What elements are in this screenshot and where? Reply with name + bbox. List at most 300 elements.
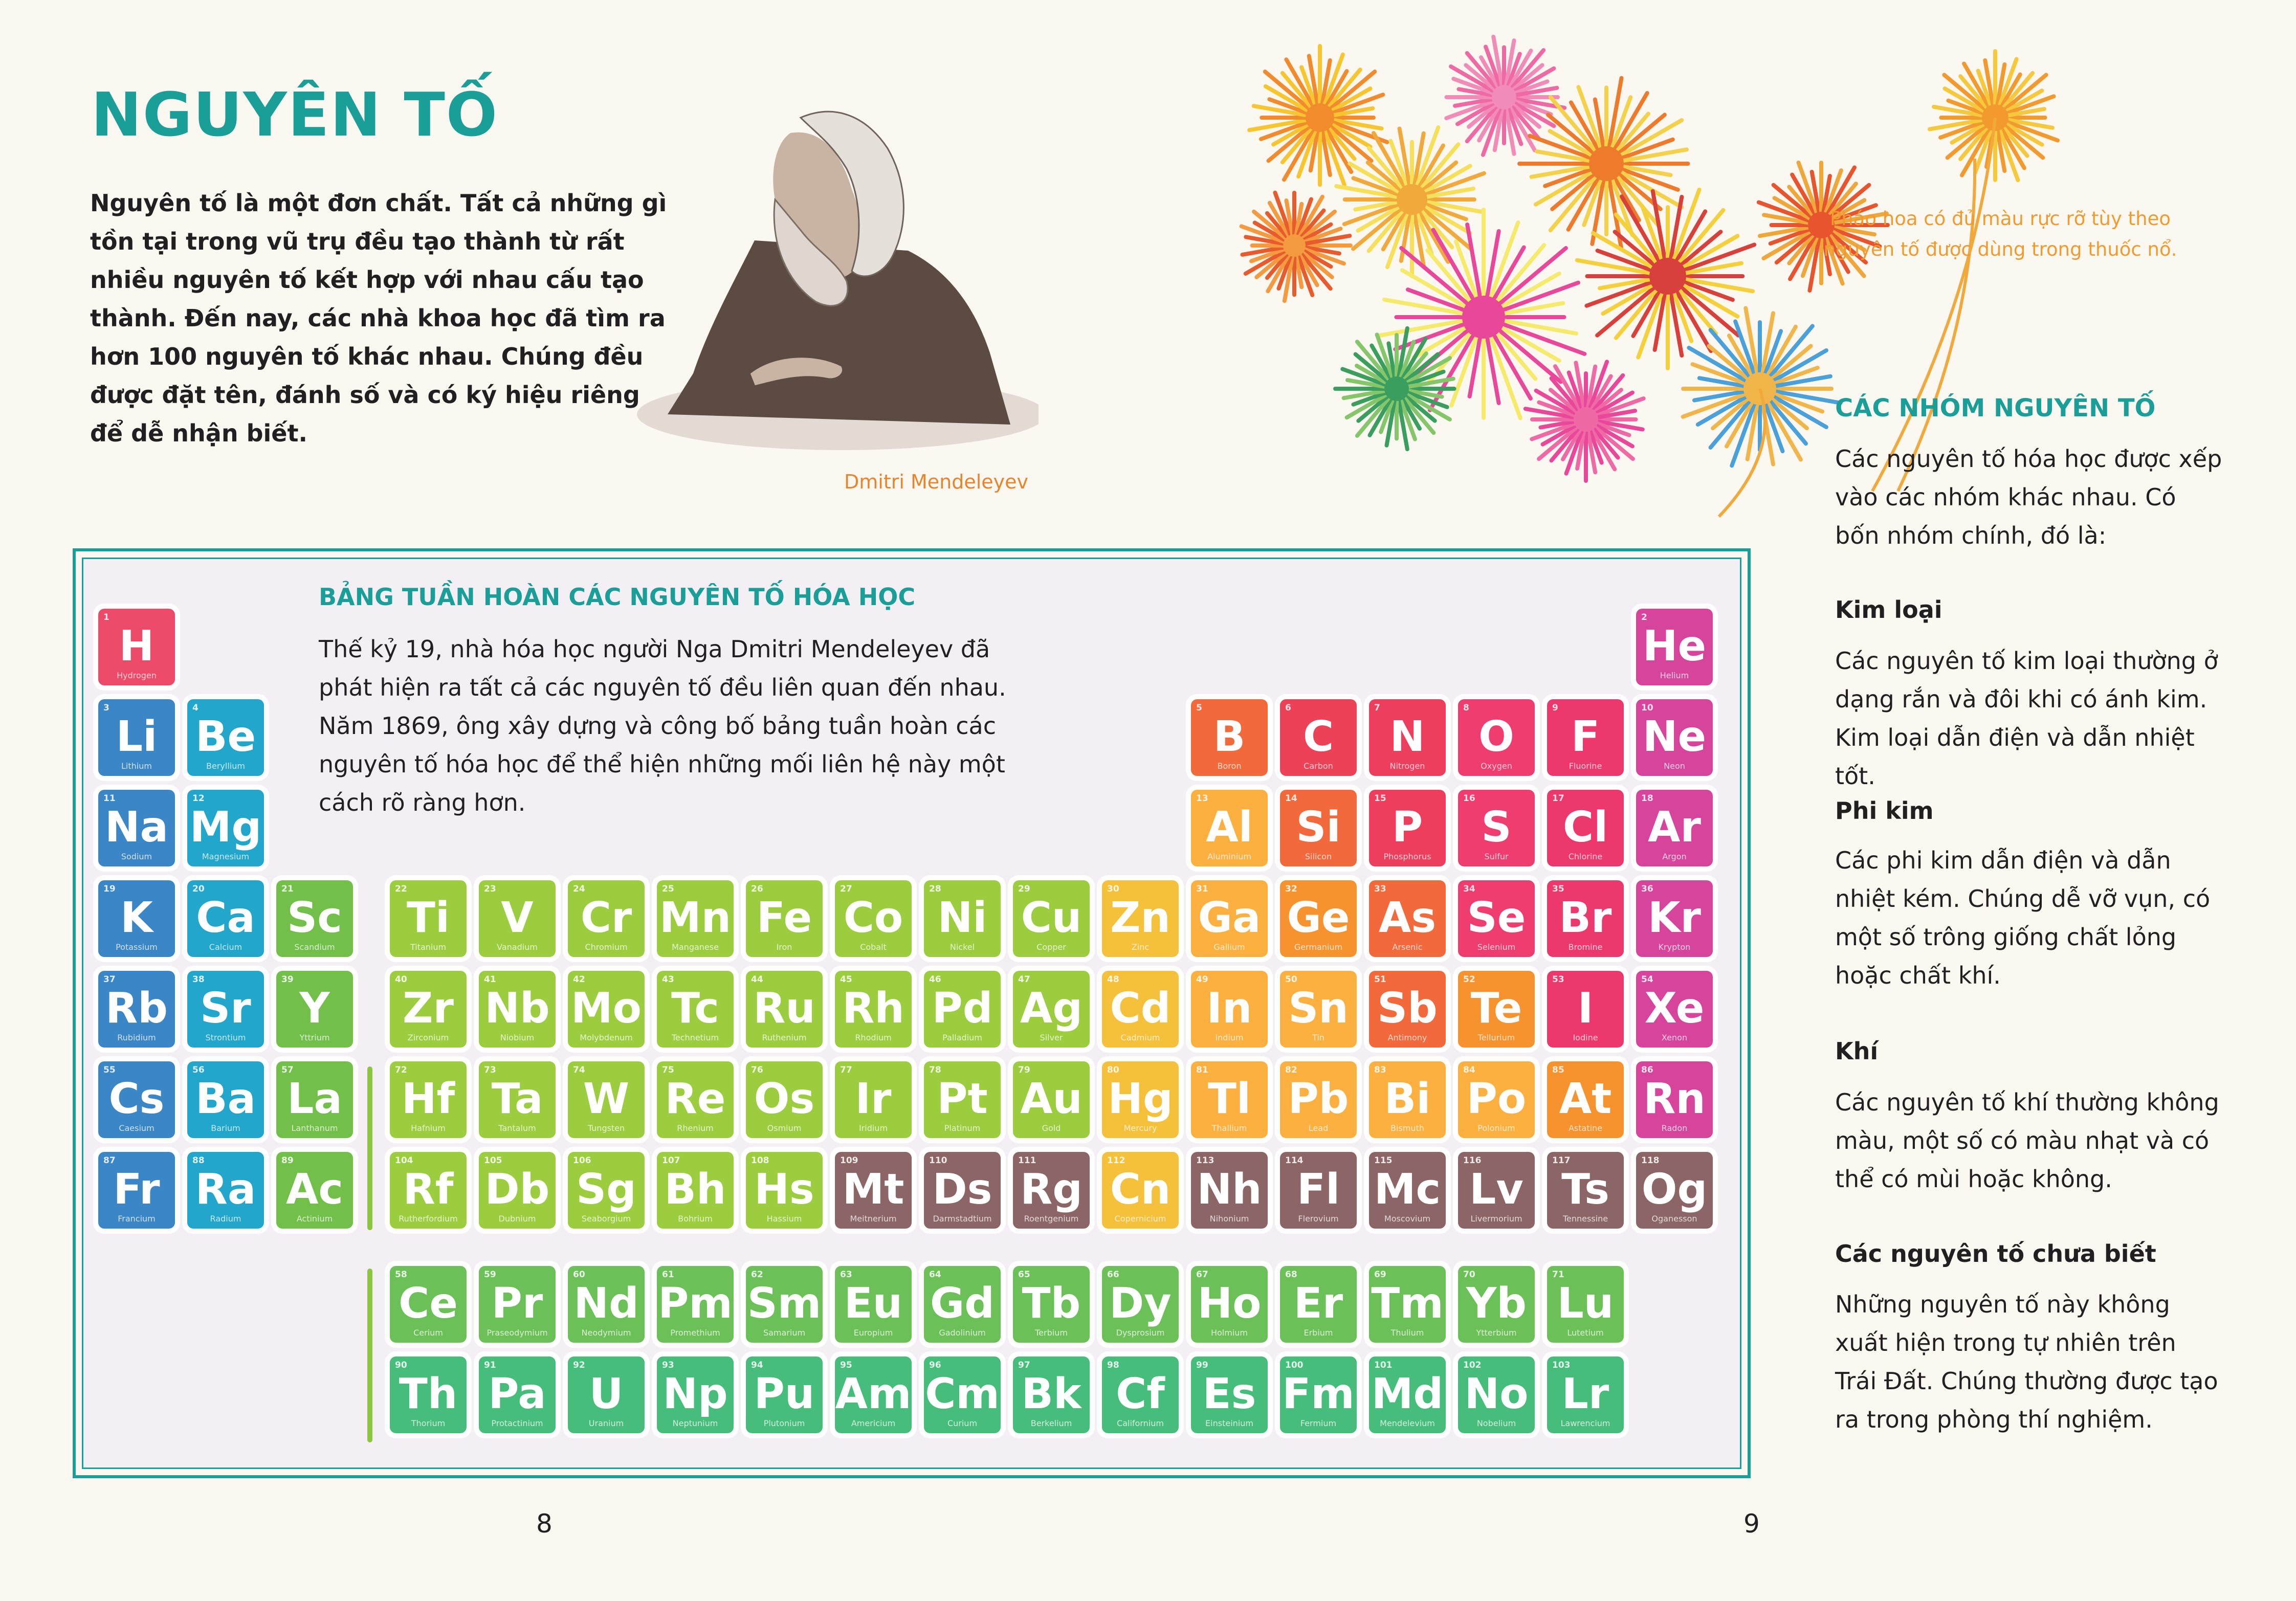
element-tile-ti xyxy=(390,880,467,957)
element-symbol: Nh xyxy=(1197,1165,1262,1214)
element-name: Germanium xyxy=(1294,942,1343,952)
atomic-number: 26 xyxy=(751,884,763,894)
element-name: Nihonium xyxy=(1209,1214,1249,1224)
element-name: Aluminium xyxy=(1207,852,1251,861)
element-symbol: Fr xyxy=(113,1165,160,1214)
element-name: Copernicium xyxy=(1114,1214,1166,1224)
element-symbol: Am xyxy=(835,1370,912,1418)
firework-burst xyxy=(1242,193,1351,301)
element-tile-ni xyxy=(924,880,1001,957)
element-tile-ra xyxy=(187,1152,264,1229)
element-name: Darmstadtium xyxy=(933,1214,992,1224)
element-name: Holmium xyxy=(1210,1328,1248,1338)
element-tile-pa xyxy=(479,1357,556,1433)
element-tile-cl xyxy=(1547,790,1624,866)
element-symbol: Ag xyxy=(1020,984,1083,1033)
atomic-number: 46 xyxy=(929,974,941,985)
element-symbol: Be xyxy=(195,713,256,761)
element-symbol: Au xyxy=(1020,1075,1083,1123)
atomic-number: 79 xyxy=(1018,1065,1030,1075)
element-name: Rutherfordium xyxy=(399,1214,458,1224)
group-unknown-text: Những nguyên tố này không xuất hiện trong tự nhiên trên Trái Đất. Chúng thường được tạo ra trong phòng thí nghiệm. xyxy=(1835,1291,2218,1433)
element-symbol: Db xyxy=(484,1165,550,1214)
element-tile-ts xyxy=(1547,1152,1624,1229)
atomic-number: 91 xyxy=(484,1360,496,1370)
atomic-number: 103 xyxy=(1552,1360,1571,1370)
element-name: Moscovium xyxy=(1384,1214,1431,1224)
element-tile-pb xyxy=(1280,1061,1357,1138)
element-name: Thulium xyxy=(1390,1328,1424,1338)
element-name: Manganese xyxy=(672,942,719,952)
element-name: Neon xyxy=(1664,761,1685,771)
element-name: Europium xyxy=(853,1328,893,1338)
atomic-number: 102 xyxy=(1463,1360,1482,1370)
atomic-number: 12 xyxy=(192,793,205,804)
element-symbol: Mo xyxy=(571,984,642,1033)
element-name: Protactinium xyxy=(491,1418,543,1428)
element-name: Dubnium xyxy=(498,1214,536,1224)
element-tile-os xyxy=(746,1061,823,1138)
atomic-number: 115 xyxy=(1374,1155,1393,1166)
element-symbol: As xyxy=(1378,894,1437,942)
element-name: Thallium xyxy=(1211,1123,1247,1133)
element-tile-bk xyxy=(1013,1357,1090,1433)
firework-burst xyxy=(1526,362,1644,481)
atomic-number: 63 xyxy=(840,1270,852,1280)
group-gas-title: Khí xyxy=(1835,1037,1879,1065)
element-tile-pm xyxy=(657,1266,734,1343)
element-name: Oxygen xyxy=(1481,761,1512,771)
element-tile-sc xyxy=(276,880,353,957)
element-tile-sr xyxy=(187,971,264,1048)
atomic-number: 60 xyxy=(573,1270,585,1280)
atomic-number: 39 xyxy=(281,974,294,985)
element-symbol: Cf xyxy=(1116,1370,1165,1418)
element-symbol: Br xyxy=(1559,894,1612,942)
element-name: Polonium xyxy=(1477,1123,1515,1133)
element-tile-zr xyxy=(390,971,467,1048)
element-symbol: Bi xyxy=(1384,1075,1431,1123)
element-name: Zinc xyxy=(1131,942,1150,952)
element-name: Ytterbium xyxy=(1476,1328,1517,1338)
atomic-number: 9 xyxy=(1552,703,1558,713)
element-symbol: Ar xyxy=(1648,803,1701,852)
element-tile-rn xyxy=(1636,1061,1713,1138)
element-name: Cerium xyxy=(413,1328,443,1338)
element-tile-nb xyxy=(479,971,556,1048)
element-tile-tc xyxy=(657,971,734,1048)
atomic-number: 118 xyxy=(1641,1155,1660,1166)
element-tile-ge xyxy=(1280,880,1357,957)
atomic-number: 58 xyxy=(395,1270,407,1280)
element-tile-p xyxy=(1369,790,1446,866)
element-symbol: Md xyxy=(1371,1370,1444,1418)
element-name: Vanadium xyxy=(497,942,538,952)
element-name: Rhodium xyxy=(855,1033,892,1042)
element-tile-mn xyxy=(657,880,734,957)
element-tile-ga xyxy=(1191,880,1268,957)
element-symbol: Fe xyxy=(756,894,812,942)
firework-burst xyxy=(1446,37,1564,155)
atomic-number: 20 xyxy=(192,884,205,894)
element-tile-he xyxy=(1636,609,1713,685)
element-tile-db xyxy=(479,1152,556,1229)
element-symbol: Bk xyxy=(1021,1370,1081,1418)
element-tile-no xyxy=(1458,1357,1535,1433)
element-symbol: Ge xyxy=(1287,894,1350,942)
element-tile-se xyxy=(1458,880,1535,957)
portrait-caption: Dmitri Mendeleyev xyxy=(844,471,1029,493)
element-tile-eu xyxy=(835,1266,912,1343)
element-tile-rb xyxy=(98,971,175,1048)
element-tile-tl xyxy=(1191,1061,1268,1138)
element-name: Molybdenum xyxy=(580,1033,633,1042)
element-symbol: Hs xyxy=(754,1165,814,1214)
element-tile-cr xyxy=(568,880,645,957)
element-tile-b xyxy=(1191,699,1268,776)
element-name: Zirconium xyxy=(407,1033,449,1042)
element-name: Fluorine xyxy=(1569,761,1602,771)
element-name: Bismuth xyxy=(1390,1123,1424,1133)
atomic-number: 17 xyxy=(1552,793,1564,804)
element-tile-tb xyxy=(1013,1266,1090,1343)
element-name: Ruthenium xyxy=(762,1033,807,1042)
element-symbol: Cl xyxy=(1562,803,1608,852)
element-name: Bromine xyxy=(1568,942,1603,952)
atomic-number: 100 xyxy=(1285,1360,1304,1370)
element-symbol: Fl xyxy=(1296,1165,1340,1214)
element-name: Americium xyxy=(851,1418,896,1428)
element-tile-ba xyxy=(187,1061,264,1138)
element-name: Rubidium xyxy=(117,1033,156,1042)
atomic-number: 37 xyxy=(103,974,116,985)
element-name: Chlorine xyxy=(1568,852,1603,861)
atomic-number: 116 xyxy=(1463,1155,1482,1166)
element-symbol: Re xyxy=(665,1075,726,1123)
element-symbol: Np xyxy=(663,1370,728,1418)
atomic-number: 106 xyxy=(573,1155,591,1166)
element-name: Radon xyxy=(1661,1123,1688,1133)
element-tile-hg xyxy=(1102,1061,1179,1138)
atomic-number: 43 xyxy=(662,974,674,985)
firework-burst xyxy=(1249,46,1387,185)
atomic-number: 18 xyxy=(1641,793,1653,804)
element-name: Niobium xyxy=(500,1033,535,1042)
intro-paragraph: Nguyên tố là một đơn chất. Tất cả những gì tồn tại trong vũ trụ đều tạo thành từ rất nhiều nguyên tố kết hợp với nhau cấu tạo thành. Đến nay, các nhà khoa học đã tìm ra hơn 100 nguyên tố khác nhau. Chúng đều được đặt tên, đánh số và có ký hiệu riêng để dễ nhận biết. xyxy=(90,189,667,447)
element-name: Copper xyxy=(1036,942,1066,952)
element-name: Neptunium xyxy=(672,1418,718,1428)
element-tile-sm xyxy=(746,1266,823,1343)
element-name: Caesium xyxy=(119,1123,154,1133)
element-name: Silicon xyxy=(1305,852,1332,861)
element-tile-pr xyxy=(479,1266,556,1343)
element-tile-hs xyxy=(746,1152,823,1229)
element-symbol: H xyxy=(119,622,154,671)
atomic-number: 90 xyxy=(395,1360,407,1370)
element-tile-w xyxy=(568,1061,645,1138)
atomic-number: 72 xyxy=(395,1065,407,1075)
element-symbol: Sn xyxy=(1288,984,1349,1033)
element-name: Strontium xyxy=(205,1033,246,1042)
element-tile-mg xyxy=(187,790,264,866)
element-symbol: Sb xyxy=(1377,984,1438,1033)
atomic-number: 80 xyxy=(1107,1065,1119,1075)
element-tile-ds xyxy=(924,1152,1001,1229)
element-name: Astatine xyxy=(1568,1123,1603,1133)
element-tile-v xyxy=(479,880,556,957)
atomic-number: 1 xyxy=(103,612,109,622)
element-tile-te xyxy=(1458,971,1535,1048)
atomic-number: 6 xyxy=(1285,703,1291,713)
element-name: Iridium xyxy=(858,1123,888,1133)
element-tile-tm xyxy=(1369,1266,1446,1343)
element-tile-ac xyxy=(276,1152,353,1229)
element-name: Tin xyxy=(1312,1033,1324,1042)
element-symbol: Mg xyxy=(189,803,262,852)
element-symbol: Er xyxy=(1293,1279,1343,1328)
atomic-number: 3 xyxy=(103,703,109,713)
atomic-number: 42 xyxy=(573,974,585,985)
element-name: Calcium xyxy=(209,942,242,952)
element-tile-u xyxy=(568,1357,645,1433)
element-name: Hydrogen xyxy=(117,671,157,680)
element-name: Promethium xyxy=(670,1328,720,1338)
element-name: Gadolinium xyxy=(939,1328,986,1338)
element-tile-bi xyxy=(1369,1061,1446,1138)
element-symbol: Os xyxy=(754,1075,815,1123)
element-symbol: Hf xyxy=(401,1075,455,1123)
atomic-number: 62 xyxy=(751,1270,763,1280)
element-tile-co xyxy=(835,880,912,957)
element-symbol: Ba xyxy=(195,1075,256,1123)
element-symbol: V xyxy=(501,894,534,942)
element-tile-hf xyxy=(390,1061,467,1138)
element-name: Cobalt xyxy=(860,942,887,952)
groups-intro: Các nguyên tố hóa học được xếp vào các nhóm khác nhau. Có bốn nhóm chính, đó là: xyxy=(1835,445,2222,549)
atomic-number: 51 xyxy=(1374,974,1386,985)
atomic-number: 23 xyxy=(484,884,496,894)
element-symbol: Sr xyxy=(200,984,251,1033)
element-name: Neodymium xyxy=(581,1328,631,1338)
element-name: Actinium xyxy=(296,1214,333,1224)
element-name: Hassium xyxy=(766,1214,802,1224)
f-block-bracket xyxy=(367,1269,372,1442)
element-tile-xe xyxy=(1636,971,1713,1048)
element-name: Uranium xyxy=(588,1418,624,1428)
element-name: Indium xyxy=(1215,1033,1244,1042)
element-tile-lr xyxy=(1547,1357,1624,1433)
element-name: Helium xyxy=(1660,671,1689,680)
element-symbol: Bh xyxy=(664,1165,726,1214)
element-symbol: Sc xyxy=(287,894,342,942)
atomic-number: 55 xyxy=(103,1065,116,1075)
group-unknown-title: Các nguyên tố chưa biết xyxy=(1835,1240,2156,1268)
element-name: Xenon xyxy=(1661,1033,1688,1042)
group-nonmetal-title: Phi kim xyxy=(1835,797,1934,825)
element-symbol: Ra xyxy=(195,1165,256,1214)
element-tile-nh xyxy=(1191,1152,1268,1229)
element-name: Cadmium xyxy=(1120,1033,1160,1042)
element-symbol: No xyxy=(1464,1370,1529,1418)
element-symbol: Pm xyxy=(658,1279,733,1328)
element-name: Francium xyxy=(118,1214,156,1224)
element-name: Phosphorus xyxy=(1383,852,1431,861)
element-tile-mc xyxy=(1369,1152,1446,1229)
atomic-number: 25 xyxy=(662,884,674,894)
element-name: Lutetium xyxy=(1567,1328,1604,1338)
atomic-number: 83 xyxy=(1374,1065,1386,1075)
element-tile-fl xyxy=(1280,1152,1357,1229)
element-symbol: Na xyxy=(105,803,168,852)
page-title: NGUYÊN TỐ xyxy=(91,79,499,150)
atomic-number: 76 xyxy=(751,1065,763,1075)
element-symbol: Sg xyxy=(576,1165,636,1214)
page-number-left: 8 xyxy=(536,1509,553,1539)
element-tile-og xyxy=(1636,1152,1713,1229)
element-symbol: Rh xyxy=(842,984,904,1033)
atomic-number: 99 xyxy=(1196,1360,1208,1370)
element-symbol: C xyxy=(1302,713,1334,761)
element-name: Platinum xyxy=(944,1123,981,1133)
element-symbol: Tc xyxy=(671,984,719,1033)
atomic-number: 88 xyxy=(192,1155,205,1166)
element-symbol: Pr xyxy=(491,1279,543,1328)
element-tile-na xyxy=(98,790,175,866)
atomic-number: 81 xyxy=(1196,1065,1208,1075)
element-name: Erbium xyxy=(1304,1328,1333,1338)
element-name: Lanthanum xyxy=(291,1123,338,1133)
element-name: Tellurium xyxy=(1477,1033,1515,1042)
atomic-number: 98 xyxy=(1107,1360,1119,1370)
element-symbol: Ir xyxy=(855,1075,892,1123)
element-symbol: Zn xyxy=(1110,894,1171,942)
element-symbol: Cm xyxy=(925,1370,1000,1418)
element-name: Dysprosium xyxy=(1116,1328,1165,1338)
element-name: Terbium xyxy=(1035,1328,1068,1338)
element-tile-dy xyxy=(1102,1266,1179,1343)
element-name: Iodine xyxy=(1573,1033,1598,1042)
element-tile-po xyxy=(1458,1061,1535,1138)
element-symbol: Yb xyxy=(1466,1279,1527,1328)
element-tile-nd xyxy=(568,1266,645,1343)
element-tile-rf xyxy=(390,1152,467,1229)
element-name: Nickel xyxy=(950,942,975,952)
atomic-number: 35 xyxy=(1552,884,1564,894)
element-name: Gallium xyxy=(1213,942,1245,952)
atomic-number: 11 xyxy=(103,793,116,804)
atomic-number: 30 xyxy=(1107,884,1119,894)
element-tile-rh xyxy=(835,971,912,1048)
atomic-number: 82 xyxy=(1285,1065,1297,1075)
element-tile-kr xyxy=(1636,880,1713,957)
group-metal-text: Các nguyên tố kim loại thường ở dạng rắn và đôi khi có ánh kim. Kim loại dẫn điện và dẫn nhiệt tốt. xyxy=(1835,647,2218,790)
element-tile-md xyxy=(1369,1357,1446,1433)
element-symbol: U xyxy=(589,1370,624,1418)
element-tile-n xyxy=(1369,699,1446,776)
atomic-number: 7 xyxy=(1374,703,1380,713)
element-symbol: Rf xyxy=(403,1165,454,1214)
element-tile-at xyxy=(1547,1061,1624,1138)
element-symbol: Co xyxy=(843,894,903,942)
element-tile-am xyxy=(835,1357,912,1433)
element-name: Californium xyxy=(1117,1418,1164,1428)
element-tile-ru xyxy=(746,971,823,1048)
element-tile-er xyxy=(1280,1266,1357,1343)
element-name: Tungsten xyxy=(587,1123,625,1133)
element-name: Gold xyxy=(1042,1123,1061,1133)
atomic-number: 8 xyxy=(1463,703,1469,713)
atomic-number: 10 xyxy=(1641,703,1653,713)
element-tile-bh xyxy=(657,1152,734,1229)
atomic-number: 84 xyxy=(1463,1065,1475,1075)
atomic-number: 108 xyxy=(751,1155,769,1166)
atomic-number: 86 xyxy=(1641,1065,1653,1075)
element-symbol: B xyxy=(1213,713,1246,761)
atomic-number: 68 xyxy=(1285,1270,1297,1280)
element-symbol: Nb xyxy=(484,984,550,1033)
element-symbol: Ac xyxy=(285,1165,344,1214)
atomic-number: 101 xyxy=(1374,1360,1393,1370)
atomic-number: 13 xyxy=(1196,793,1208,804)
element-tile-sg xyxy=(568,1152,645,1229)
atomic-number: 48 xyxy=(1107,974,1119,985)
element-tile-o xyxy=(1458,699,1535,776)
element-symbol: Zr xyxy=(403,984,454,1033)
element-name: Oganesson xyxy=(1651,1214,1697,1224)
element-tile-es xyxy=(1191,1357,1268,1433)
element-tile-ag xyxy=(1013,971,1090,1048)
atomic-number: 44 xyxy=(751,974,763,985)
atomic-number: 21 xyxy=(281,884,294,894)
atomic-number: 110 xyxy=(929,1155,947,1166)
element-tile-re xyxy=(657,1061,734,1138)
element-symbol: Po xyxy=(1466,1075,1527,1123)
element-tile-au xyxy=(1013,1061,1090,1138)
atomic-number: 29 xyxy=(1018,884,1030,894)
element-symbol: Pt xyxy=(937,1075,988,1123)
group-gas-text: Các nguyên tố khí thường không màu, một số có màu nhạt và có thể có mùi hoặc không. xyxy=(1835,1088,2219,1193)
element-name: Tennessine xyxy=(1562,1214,1608,1224)
firework-burst xyxy=(1577,190,1754,368)
element-tile-mt xyxy=(835,1152,912,1229)
element-symbol: Si xyxy=(1296,803,1341,852)
element-name: Selenium xyxy=(1477,942,1516,952)
atomic-number: 2 xyxy=(1641,612,1647,622)
atomic-number: 41 xyxy=(484,974,496,985)
element-symbol: W xyxy=(583,1075,630,1123)
atomic-number: 52 xyxy=(1463,974,1475,985)
atomic-number: 49 xyxy=(1196,974,1208,985)
atomic-number: 114 xyxy=(1285,1155,1304,1166)
atomic-number: 33 xyxy=(1374,884,1386,894)
atomic-number: 77 xyxy=(840,1065,852,1075)
element-symbol: At xyxy=(1559,1075,1612,1123)
element-tile-ce xyxy=(390,1266,467,1343)
element-symbol: Rb xyxy=(105,984,168,1033)
element-tile-lu xyxy=(1547,1266,1624,1343)
atomic-number: 89 xyxy=(281,1155,294,1166)
element-symbol: Ho xyxy=(1197,1279,1262,1328)
element-name: Praseodymium xyxy=(487,1328,548,1338)
atomic-number: 4 xyxy=(192,703,198,713)
element-symbol: Hg xyxy=(1108,1075,1173,1123)
element-symbol: Y xyxy=(299,984,330,1033)
element-symbol: Ca xyxy=(196,894,255,942)
atomic-number: 53 xyxy=(1552,974,1564,985)
element-symbol: Eu xyxy=(844,1279,903,1328)
element-symbol: Te xyxy=(1470,984,1522,1033)
element-symbol: He xyxy=(1642,622,1707,671)
